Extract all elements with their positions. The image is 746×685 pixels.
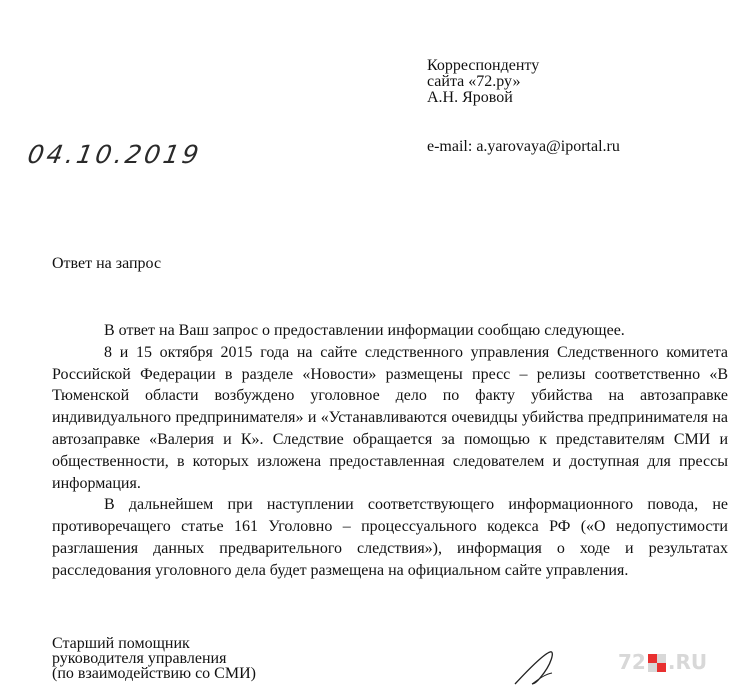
signature-title-line-2: руководителя управления xyxy=(52,650,227,667)
paragraph-1: В ответ на Ваш запрос о предоставлении информации сообщаю следующее. xyxy=(104,322,625,339)
watermark-suffix: .RU xyxy=(667,650,708,674)
addressee-email: e-mail: a.yarovaya@iportal.ru xyxy=(427,138,620,155)
addressee-line-1: Корреспонденту xyxy=(427,57,540,74)
watermark-square-icon xyxy=(648,653,666,671)
paragraph-2: 8 и 15 октября 2015 года на сайте следственного управления Следственного комитета Российской Федерации в разделе «Новости» размещены пресс – релизы соответственно «В Тюменской области возбуждено уголовное дело по факту убийства на автозаправке индивидуального предпринимателя» и «Устанавливаются очевидцы убийства предпринимателя на автозаправке «Валерия и К». Следствие обращается за помощью к представителям СМИ и общественности, в которых изложена предоставленная следователем и доступная для прессы информация. xyxy=(52,343,728,492)
handwritten-date: 04.10.2019 xyxy=(25,140,204,169)
document-heading: Ответ на запрос xyxy=(52,255,162,272)
letter-body xyxy=(52,320,728,582)
watermark-number: 72 xyxy=(618,650,646,674)
signature-title-line-1: Старший помощник xyxy=(52,635,190,652)
addressee-block xyxy=(427,58,539,106)
watermark-logo xyxy=(618,650,707,674)
addressee-line-3: А.Н. Яровой xyxy=(427,89,513,106)
signature-block xyxy=(52,636,256,681)
signature-title-line-3: (по взаимодействию со СМИ) xyxy=(52,665,256,682)
addressee-line-2: сайта «72.ру» xyxy=(427,73,521,90)
handwritten-signature xyxy=(500,648,570,685)
paragraph-3: В дальнейшем при наступлении соответствующего информационного повода, не противоречащего статье 161 Уголовно – процессуального кодекса РФ («О недопустимости разглашения данных предварительного следствия»), информация о ходе и результатах расследования уголовного дела будет размещена на официальном сайте управления. xyxy=(52,496,728,579)
